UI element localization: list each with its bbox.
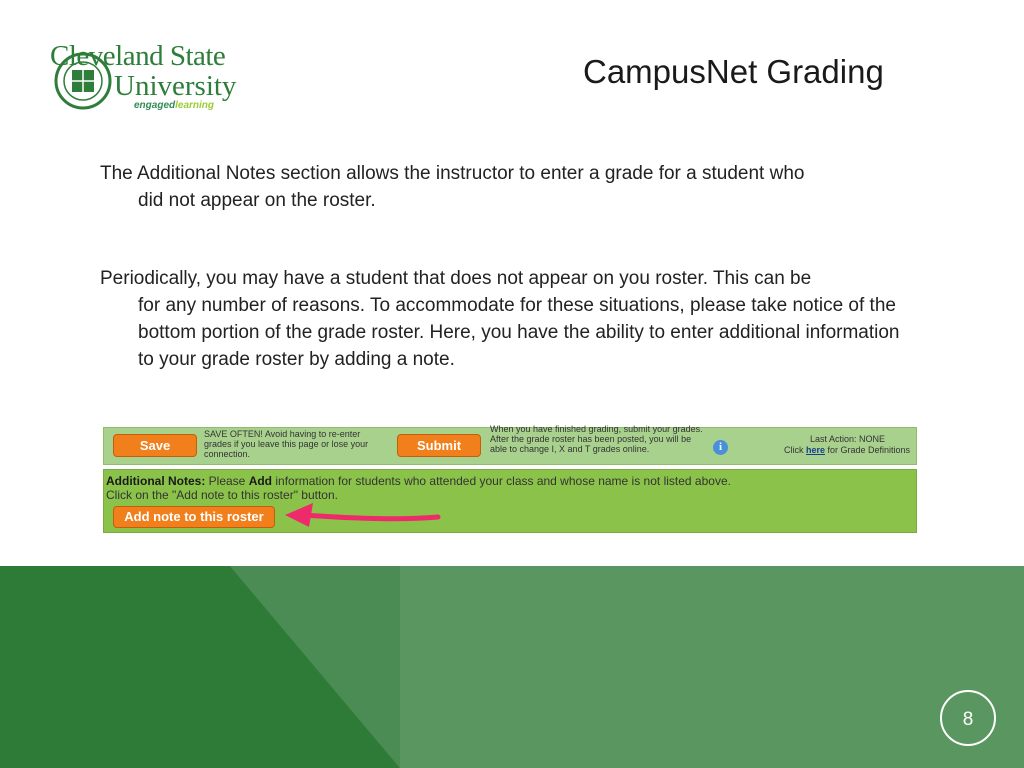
university-logo: [50, 40, 265, 120]
logo-tagline: engagedlearning: [134, 100, 215, 111]
logo-wordmark-line1: Cleveland State: [50, 40, 226, 72]
paragraph-additional-notes: The Additional Notes section allows the instructor to enter a grade for a student who did not appear on the roster.: [100, 163, 805, 211]
logo-wordmark-line2: University: [114, 70, 237, 102]
roster-action-bar: [103, 424, 917, 465]
add-note-button[interactable]: Add note to this roster: [113, 506, 275, 528]
additional-notes-section: [103, 469, 917, 533]
save-button[interactable]: Save: [113, 434, 197, 457]
page-number: 8: [940, 690, 996, 746]
paragraph-periodically: Periodically, you may have a student that does not appear on you roster. This can be for any number of reasons. To accommodate for these situations, please take notice of the bottom portion of the grade roster. Here, you have the ability to enter additional information to your grade roster by adding a note.: [100, 268, 900, 370]
grade-roster-screenshot: [103, 424, 917, 533]
grade-definitions-link[interactable]: here: [806, 445, 826, 455]
last-action-status: Last Action: NONE Click here for Grade Definitions: [784, 434, 911, 455]
submit-button[interactable]: Submit: [397, 434, 481, 457]
submit-note: When you have finished grading, submit your grades. After the grade roster has been posted, you will be able to change I, X and T grades online.: [490, 424, 703, 454]
save-note: SAVE OFTEN! Avoid having to re-enter grades if you leave this page or lose your connection.: [204, 429, 369, 459]
slide-title: CampusNet Grading: [583, 53, 884, 90]
footer-band: [0, 566, 1024, 768]
pointer-arrow-icon: [273, 499, 443, 531]
info-icon: i: [713, 440, 728, 455]
additional-notes-text: Additional Notes: Please Add information for students who attended your class and whose name is not listed above. Click on the "Add note to this roster" button.: [106, 474, 731, 502]
